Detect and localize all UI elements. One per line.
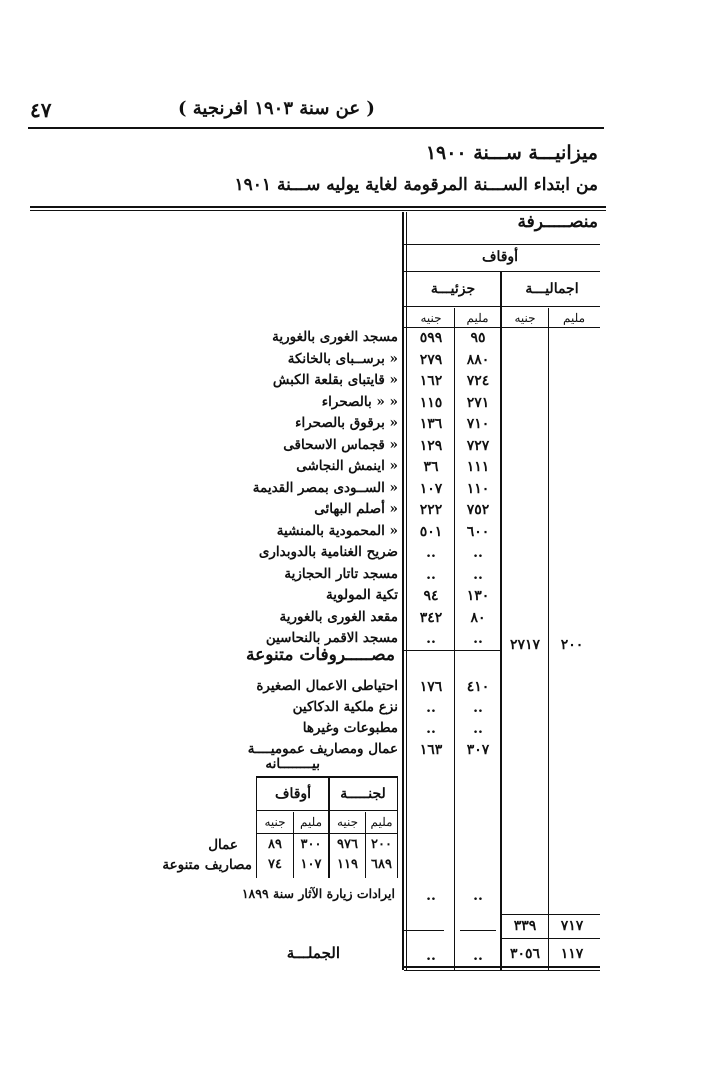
bayan-label: بيــــــــانه — [265, 756, 320, 772]
row-label: ضريح الغنامية بالدوبدارى — [258, 544, 398, 560]
subtotal2-milleme: ٧١٧ — [560, 918, 584, 934]
row-guinea: ٣٤٢ — [419, 609, 443, 626]
misc-heading: مصـــــروفات متنوعة — [246, 645, 395, 665]
small-cell: ١١٩ — [337, 857, 358, 872]
row-milleme: ١١١ — [466, 459, 490, 475]
small-row-label: مصاريف متنوعة — [162, 857, 252, 873]
row-guinea: ٥٠١ — [419, 523, 443, 540]
row-milleme: ٢٧١ — [466, 394, 490, 411]
row-milleme: ٤١٠ — [466, 679, 490, 695]
grand-total-partial-milleme: .. — [473, 948, 483, 964]
row-milleme: ٨٠ — [470, 609, 486, 626]
row-milleme: ٧٢٧ — [466, 437, 490, 454]
row-label: « برقوق بالصحراء — [295, 415, 398, 431]
small-cell: ٨٩ — [268, 837, 282, 852]
revenue-label: ايرادات زيارة الآثار سنة ١٨٩٩ — [241, 886, 395, 901]
header-rule — [28, 127, 604, 129]
row-milleme: .. — [473, 545, 483, 561]
grand-total-partial-guinea: .. — [426, 948, 436, 964]
row-guinea: ٣٦ — [423, 459, 439, 475]
row-guinea: ٩٤ — [423, 588, 439, 604]
small-row-label: عمال — [208, 837, 238, 853]
row-milleme: ٧٥٢ — [466, 502, 490, 518]
row-guinea: .. — [426, 545, 436, 561]
row-label: « اينمش النجاشى — [296, 458, 398, 474]
row-label: احتياطى الاعمال الصغيرة — [256, 678, 398, 694]
subtotal1-guinea: ٢٧١٧ — [509, 637, 541, 653]
total-header: اجماليـــة — [525, 281, 579, 297]
revenue-guinea: .. — [426, 888, 436, 904]
row-milleme: .. — [473, 566, 483, 583]
small-col-guinea-committee: جنيه — [336, 815, 359, 829]
row-guinea: ١٦٣ — [419, 742, 443, 758]
col-milleme-total: مليم — [562, 311, 585, 325]
row-milleme: ٨٨٠ — [466, 351, 490, 368]
row-label: مسجد تاتار الحجازية — [284, 565, 398, 582]
row-label: مقعد الغورى بالغورية — [279, 608, 398, 625]
row-label: « « بالصحراء — [321, 393, 398, 410]
page-number: ٤٧ — [30, 98, 52, 122]
row-label: « الســودى بمصر القديمة — [252, 479, 398, 496]
title-rule — [30, 206, 606, 208]
running-head: ( عن سنة ١٩٠٣ افرنجية ) — [178, 98, 375, 119]
small-committee-header: لجنـــــة — [340, 786, 386, 802]
small-cell: ٢٠٠ — [371, 837, 392, 852]
row-milleme: .. — [473, 700, 483, 716]
row-guinea: ٥٩٩ — [419, 330, 443, 346]
small-col-milleme-committee: مليم — [370, 815, 393, 829]
row-milleme: ٧٢٤ — [466, 373, 490, 389]
row-label: « قجماس الاسحاقى — [283, 436, 398, 453]
grand-total-guinea: ٣٠٥٦ — [509, 946, 541, 962]
row-guinea: ١٣٦ — [419, 416, 443, 432]
row-guinea: ١٠٧ — [419, 480, 443, 497]
row-milleme: ٩٥ — [470, 330, 486, 346]
row-guinea: ١٢٩ — [419, 437, 443, 454]
subtotal2-guinea: ٣٣٩ — [513, 918, 537, 934]
small-cell: ١٠٧ — [300, 857, 322, 872]
row-label: مسجد الاقمر بالنحاسين — [265, 630, 398, 646]
budget-subtitle: من ابتداء الســـنة المرقومة لغاية يوليه ســـنة ١٩٠١ — [234, 175, 598, 195]
small-cell: ٣٠٠ — [300, 837, 322, 852]
grand-total-label: الجملـــة — [286, 944, 340, 962]
row-milleme: .. — [473, 721, 483, 737]
row-guinea: ٢٧٩ — [419, 351, 443, 368]
row-label: مطبوعات وغيرها — [302, 720, 398, 736]
small-cell: ٦٨٩ — [371, 857, 392, 872]
row-label: « قايتباى بقلعة الكبش — [272, 372, 398, 388]
col-guinea-partial: جنيه — [420, 311, 442, 325]
subtotal1-milleme: ٢٠٠ — [560, 637, 584, 653]
row-milleme: ٧١٠ — [466, 416, 490, 432]
row-guinea: .. — [426, 700, 436, 716]
waqf-header: أوقاف — [481, 249, 519, 265]
row-guinea: .. — [426, 721, 436, 737]
row-label: نزع ملكية الدكاكين — [292, 699, 398, 715]
small-cell: ٧٤ — [268, 857, 282, 872]
row-label: عمال ومصاريف عموميــــة — [247, 741, 398, 757]
row-guinea: ٢٢٢ — [419, 502, 443, 518]
small-waqf-header: أوقاف — [274, 786, 312, 802]
col-guinea-total: جنيه — [514, 311, 536, 325]
col-milleme-partial: مليم — [466, 311, 489, 325]
row-milleme: ١١٠ — [466, 480, 490, 497]
row-label: « برســباى بالخانكة — [287, 350, 398, 367]
small-col-milleme-waqf: مليم — [299, 815, 322, 829]
section-heading: منصـــــرفة — [517, 212, 598, 232]
row-milleme: ١٣٠ — [466, 588, 490, 604]
row-guinea: ١٧٦ — [419, 679, 443, 695]
row-label: « المحمودية بالمنشية — [276, 522, 398, 539]
small-cell: ٩٧٦ — [337, 837, 358, 852]
row-milleme: ٣٠٧ — [466, 742, 490, 758]
row-guinea: .. — [426, 566, 436, 583]
budget-title: ميزانيـــة ســـنة ١٩٠٠ — [425, 142, 598, 164]
revenue-milleme: .. — [473, 888, 483, 904]
row-guinea: .. — [426, 631, 436, 647]
row-milleme: ٦٠٠ — [466, 523, 490, 540]
row-label: « أصلم البهائى — [314, 501, 398, 517]
row-label: تكية المولوية — [326, 587, 398, 603]
row-guinea: ١١٥ — [419, 394, 443, 411]
partial-header: جزئيـــة — [430, 281, 476, 297]
small-col-guinea-waqf: جنيه — [264, 815, 286, 829]
grand-total-milleme: ١١٧ — [560, 946, 584, 962]
row-milleme: .. — [473, 631, 483, 647]
table-left-border — [402, 212, 404, 970]
row-label: مسجد الغورى بالغورية — [272, 329, 398, 345]
row-guinea: ١٦٢ — [419, 373, 443, 389]
